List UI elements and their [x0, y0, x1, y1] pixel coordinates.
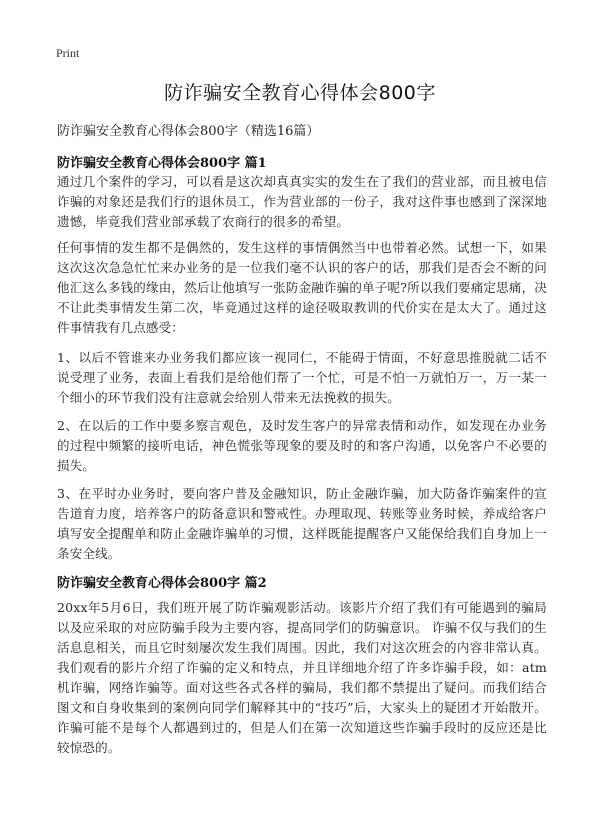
- print-label[interactable]: Print: [56, 46, 80, 60]
- section-1-paragraph-1: 通过几个案件的学习，可以看是这次却真真实实的发生在了我们的营业部，而且被电信诈骗的对象还是我们行的退休员工，作为营业部的一份子，我对这件事也感到了深深地遗憾，毕竟我们营业部承载了农商行的很多的希望。: [57, 174, 547, 229]
- section-heading-2: 防诈骗安全教育心得体会800字 篇2: [57, 576, 267, 591]
- section-1-paragraph-5: 3、在平时办业务时，要向客户普及金融知识，防止金融诈骗，加大防备诈骗案件的宣告道育力度，培养客户的防备意识和警戒性。办理取现、转账等业务时候，养成给客户填写安全提醒单和防止金融诈骗单的习惯，这样既能提醒客户又能保给我们自身加上一条安全线。: [57, 486, 547, 561]
- section-1-paragraph-3: 1、以后不管谁来办业务我们都应该一视同仁，不能碍于情面，不好意思推脱就二话不说受理了业务，表面上看我们是给他们帮了一个忙，可是不怕一万就怕万一，万一某一个细小的环节我们没有注意就会给别人带来无法挽救的损失。: [57, 350, 547, 405]
- page-title: 防诈骗安全教育心得体会800字: [164, 82, 436, 104]
- section-2-paragraph-1: 20xx年5月6日，我们班开展了防诈骗观影活动。该影片介绍了我们有可能遇到的骗局以及应采取的对应防骗手段为主要内容，提高同学们的防骗意识。 诈骗不仅与我们的生活息息相关，而且它时刻屡次发生我们周围。因此，我们对这次班会的内容非常认真。我们观看的影片介绍了诈骗的定义和特点，并且详细地介绍了许多诈骗手段，如：atm机诈骗，网络诈骗等。面对这些各式各样的骗局，我们都不禁提出了疑问。而我们结合图文和自身收集到的案例向同学们解释其中的“技巧”后，大家头上的疑团才开始散开。诈骗可能不是每个人都遇到过的，但是人们在第一次知道这些诈骗手段时的反应还是比较惊恐的。: [57, 600, 547, 755]
- section-heading-1: 防诈骗安全教育心得体会800字 篇1: [57, 156, 267, 171]
- section-1-paragraph-4: 2、在以后的工作中要多察言观色，及时发生客户的异常表情和动作，如发现在办业务的过程中频繁的接听电话，神色慌张等现象的要及时的和客户沟通，以免客户不必要的损失。: [57, 418, 547, 473]
- section-1-paragraph-2: 任何事情的发生都不是偶然的，发生这样的事情偶然当中也带着必然。试想一下，如果这次这次急急忙忙来办业务的是一位我们毫不认识的客户的话，那我们是否会不断的问他汇这么多钱的缘由，然后让他填写一张防金融诈骗的单子呢?所以我们要痛定思痛，决不让此类事情发生第二次，毕竟通过这样的途径吸取教训的代价实在是太大了。通过这件事情我有几点感受：: [57, 240, 547, 335]
- page-subtitle: 防诈骗安全教育心得体会800字（精选16篇）: [57, 124, 320, 139]
